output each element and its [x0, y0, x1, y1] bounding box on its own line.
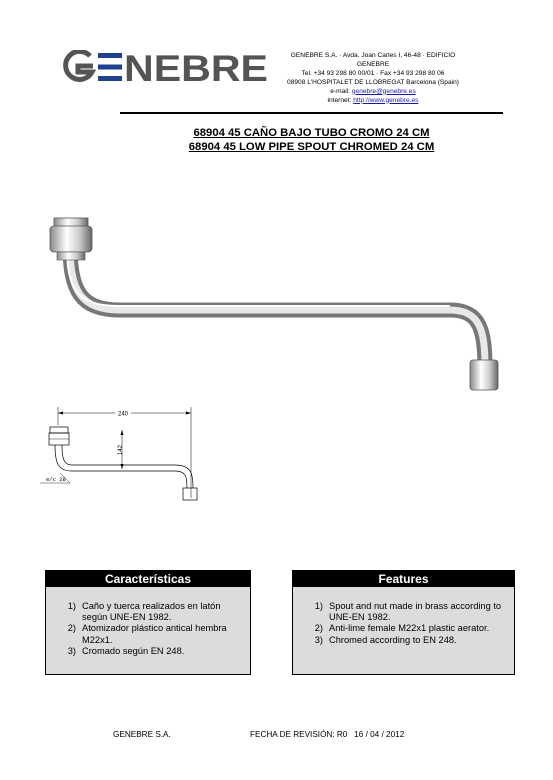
product-photo — [40, 200, 510, 400]
genebre-logo — [60, 50, 270, 84]
features-es-header: Características — [46, 571, 250, 587]
features-es-box — [45, 570, 251, 675]
list-item: 1) Caño y tuerca realizados en latón según UNE-EN 1982. — [67, 601, 221, 623]
svg-text:NEBRE: NEBRE — [124, 50, 268, 84]
email-line — [278, 88, 468, 97]
footer-revision: FECHA DE REVISIÓN: R0 16 / 04 / 2012 — [250, 730, 405, 739]
website-link[interactable]: http://www.genebre.es — [353, 96, 419, 104]
company-line: 08908 L'HOSPITALET DE LLOBREGAT Barcelona (Spain) — [287, 78, 459, 86]
internet-label: internet: — [327, 96, 352, 104]
list-item: 3) Cromado según EN 248. — [67, 645, 185, 656]
features-en-header: Features — [293, 571, 514, 587]
company-line: GENEBRE — [356, 60, 390, 68]
width-dimension: 240 — [117, 411, 129, 418]
email-link[interactable]: genebre@genebre.es — [351, 87, 416, 95]
list-item: 2) Atomizador plástico antical hembra M22x1. — [67, 623, 227, 645]
features-en-box — [292, 570, 515, 675]
technical-drawing — [40, 403, 215, 508]
footer-company: GENEBRE S.A. — [113, 730, 171, 739]
thread-label: e/c 28 — [46, 476, 66, 483]
internet-line — [278, 97, 468, 106]
company-info — [278, 52, 468, 105]
product-title — [120, 127, 503, 154]
company-line: GENEBRE S.A. · Avda. Joan Carles I, 46-48 · EDIFICIO — [290, 52, 456, 59]
email-label: e-mail: — [330, 87, 351, 95]
title-en: 68904 45 LOW PIPE SPOUT CHROMED 24 CM — [188, 140, 435, 153]
title-es: 68904 45 CAÑO BAJO TUBO CROMO 24 CM — [193, 127, 430, 139]
list-item: 3) Chromed according to EN 248. — [314, 634, 457, 645]
height-dimension: 142 — [118, 444, 124, 455]
header-divider — [120, 112, 503, 114]
company-line: Tel. +34 93 298 80 00/01 · Fax +34 93 298 80 06 — [301, 69, 445, 77]
features-es-list — [46, 587, 250, 665]
features-en-list — [293, 587, 514, 654]
list-item: 1) Spout and nut made in brass according to UNE-EN 1982. — [314, 601, 502, 623]
list-item: 2) Anti-lime female M22x1 plastic aerator. — [314, 623, 490, 634]
